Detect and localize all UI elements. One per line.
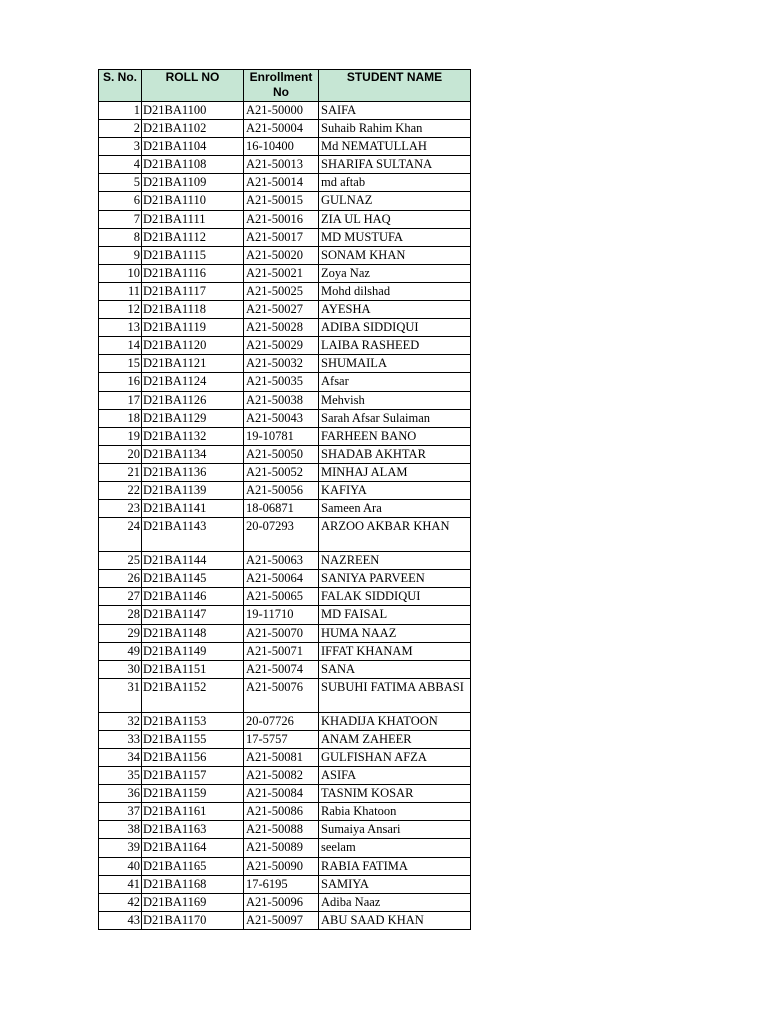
header-sno: S. No. — [99, 70, 142, 102]
cell-roll-no: D21BA1164 — [142, 839, 244, 857]
cell-roll-no: D21BA1147 — [142, 606, 244, 624]
cell-student-name: Sumaiya Ansari — [319, 821, 471, 839]
cell-sno: 16 — [99, 373, 142, 391]
cell-sno: 4 — [99, 156, 142, 174]
table-row — [99, 642, 471, 660]
cell-student-name: LAIBA RASHEED — [319, 337, 471, 355]
cell-student-name: seelam — [319, 839, 471, 857]
cell-student-name: SAIFA — [319, 102, 471, 120]
cell-sno: 40 — [99, 857, 142, 875]
cell-student-name: ADIBA SIDDIQUI — [319, 319, 471, 337]
header-enrollment-no: Enrollment No — [244, 70, 319, 102]
cell-sno: 13 — [99, 319, 142, 337]
cell-sno: 20 — [99, 445, 142, 463]
cell-sno: 27 — [99, 588, 142, 606]
cell-student-name: FALAK SIDDIQUI — [319, 588, 471, 606]
cell-sno: 11 — [99, 282, 142, 300]
table-row — [99, 192, 471, 210]
cell-sno: 39 — [99, 839, 142, 857]
cell-sno: 12 — [99, 301, 142, 319]
cell-enrollment-no: A21-50089 — [244, 839, 319, 857]
cell-enrollment-no: A21-50088 — [244, 821, 319, 839]
cell-student-name: SHARIFA SULTANA — [319, 156, 471, 174]
cell-roll-no: D21BA1156 — [142, 749, 244, 767]
cell-student-name: AYESHA — [319, 301, 471, 319]
table-row — [99, 785, 471, 803]
cell-student-name: ZIA UL HAQ — [319, 210, 471, 228]
cell-enrollment-no: A21-50071 — [244, 642, 319, 660]
cell-enrollment-no: 17-5757 — [244, 730, 319, 748]
cell-enrollment-no: 17-6195 — [244, 875, 319, 893]
cell-roll-no: D21BA1169 — [142, 893, 244, 911]
cell-sno: 33 — [99, 730, 142, 748]
cell-roll-no: D21BA1132 — [142, 427, 244, 445]
table-row — [99, 445, 471, 463]
table-row — [99, 174, 471, 192]
cell-roll-no: D21BA1134 — [142, 445, 244, 463]
cell-student-name: MD FAISAL — [319, 606, 471, 624]
cell-enrollment-no: A21-50065 — [244, 588, 319, 606]
cell-student-name: ARZOO AKBAR KHAN — [319, 518, 471, 552]
table-row — [99, 463, 471, 481]
cell-enrollment-no: A21-50081 — [244, 749, 319, 767]
cell-enrollment-no: A21-50038 — [244, 391, 319, 409]
cell-enrollment-no: A21-50084 — [244, 785, 319, 803]
cell-enrollment-no: A21-50090 — [244, 857, 319, 875]
table-row — [99, 570, 471, 588]
cell-sno: 5 — [99, 174, 142, 192]
cell-sno: 38 — [99, 821, 142, 839]
cell-sno: 22 — [99, 481, 142, 499]
cell-sno: 49 — [99, 642, 142, 660]
table-row — [99, 803, 471, 821]
cell-sno: 21 — [99, 463, 142, 481]
cell-enrollment-no: A21-50082 — [244, 767, 319, 785]
cell-roll-no: D21BA1146 — [142, 588, 244, 606]
cell-sno: 35 — [99, 767, 142, 785]
cell-enrollment-no: A21-50016 — [244, 210, 319, 228]
cell-sno: 25 — [99, 552, 142, 570]
cell-roll-no: D21BA1149 — [142, 642, 244, 660]
cell-roll-no: D21BA1126 — [142, 391, 244, 409]
table-row — [99, 409, 471, 427]
table-row — [99, 120, 471, 138]
cell-sno: 19 — [99, 427, 142, 445]
table-row — [99, 767, 471, 785]
table-row — [99, 391, 471, 409]
cell-sno: 15 — [99, 355, 142, 373]
cell-student-name: NAZREEN — [319, 552, 471, 570]
cell-roll-no: D21BA1145 — [142, 570, 244, 588]
cell-student-name: SANA — [319, 660, 471, 678]
cell-roll-no: D21BA1111 — [142, 210, 244, 228]
cell-roll-no: D21BA1151 — [142, 660, 244, 678]
cell-student-name: MD MUSTUFA — [319, 228, 471, 246]
cell-student-name: Rabia Khatoon — [319, 803, 471, 821]
cell-roll-no: D21BA1161 — [142, 803, 244, 821]
table-row — [99, 911, 471, 929]
cell-student-name: SHADAB AKHTAR — [319, 445, 471, 463]
table-row — [99, 481, 471, 499]
cell-sno: 28 — [99, 606, 142, 624]
cell-student-name: Mohd dilshad — [319, 282, 471, 300]
cell-student-name: Mehvish — [319, 391, 471, 409]
table-row — [99, 264, 471, 282]
cell-student-name: ASIFA — [319, 767, 471, 785]
cell-roll-no: D21BA1144 — [142, 552, 244, 570]
cell-sno: 29 — [99, 624, 142, 642]
cell-sno: 36 — [99, 785, 142, 803]
cell-enrollment-no: A21-50086 — [244, 803, 319, 821]
cell-roll-no: D21BA1165 — [142, 857, 244, 875]
table-row — [99, 427, 471, 445]
cell-sno: 10 — [99, 264, 142, 282]
cell-enrollment-no: A21-50000 — [244, 102, 319, 120]
table-row — [99, 355, 471, 373]
cell-enrollment-no: A21-50028 — [244, 319, 319, 337]
cell-roll-no: D21BA1163 — [142, 821, 244, 839]
cell-sno: 41 — [99, 875, 142, 893]
cell-enrollment-no: A21-50020 — [244, 246, 319, 264]
cell-roll-no: D21BA1120 — [142, 337, 244, 355]
table-row — [99, 730, 471, 748]
cell-roll-no: D21BA1102 — [142, 120, 244, 138]
cell-sno: 3 — [99, 138, 142, 156]
cell-enrollment-no: A21-50056 — [244, 481, 319, 499]
cell-enrollment-no: A21-50063 — [244, 552, 319, 570]
table-row — [99, 210, 471, 228]
cell-student-name: Afsar — [319, 373, 471, 391]
cell-sno: 37 — [99, 803, 142, 821]
table-row — [99, 821, 471, 839]
cell-roll-no: D21BA1143 — [142, 518, 244, 552]
cell-roll-no: D21BA1159 — [142, 785, 244, 803]
cell-enrollment-no: A21-50052 — [244, 463, 319, 481]
cell-sno: 43 — [99, 911, 142, 929]
cell-roll-no: D21BA1108 — [142, 156, 244, 174]
table-row — [99, 337, 471, 355]
cell-enrollment-no: A21-50013 — [244, 156, 319, 174]
table-row — [99, 138, 471, 156]
cell-student-name: GULNAZ — [319, 192, 471, 210]
cell-roll-no: D21BA1109 — [142, 174, 244, 192]
table-row — [99, 606, 471, 624]
cell-roll-no: D21BA1152 — [142, 678, 244, 712]
cell-student-name: Md NEMATULLAH — [319, 138, 471, 156]
cell-student-name: Sarah Afsar Sulaiman — [319, 409, 471, 427]
cell-student-name: ABU SAAD KHAN — [319, 911, 471, 929]
header-student-name: STUDENT NAME — [319, 70, 471, 102]
cell-roll-no: D21BA1115 — [142, 246, 244, 264]
cell-sno: 2 — [99, 120, 142, 138]
cell-roll-no: D21BA1121 — [142, 355, 244, 373]
table-row — [99, 301, 471, 319]
cell-student-name: SANIYA PARVEEN — [319, 570, 471, 588]
cell-student-name: SONAM KHAN — [319, 246, 471, 264]
cell-sno: 9 — [99, 246, 142, 264]
cell-enrollment-no: A21-50074 — [244, 660, 319, 678]
cell-sno: 34 — [99, 749, 142, 767]
cell-roll-no: D21BA1124 — [142, 373, 244, 391]
cell-roll-no: D21BA1112 — [142, 228, 244, 246]
cell-enrollment-no: A21-50076 — [244, 678, 319, 712]
cell-student-name: Zoya Naz — [319, 264, 471, 282]
cell-roll-no: D21BA1116 — [142, 264, 244, 282]
cell-roll-no: D21BA1118 — [142, 301, 244, 319]
cell-enrollment-no: A21-50043 — [244, 409, 319, 427]
cell-sno: 7 — [99, 210, 142, 228]
cell-enrollment-no: A21-50004 — [244, 120, 319, 138]
cell-enrollment-no: A21-50029 — [244, 337, 319, 355]
cell-roll-no: D21BA1119 — [142, 319, 244, 337]
cell-roll-no: D21BA1153 — [142, 712, 244, 730]
table-row — [99, 156, 471, 174]
table-row — [99, 749, 471, 767]
cell-sno: 1 — [99, 102, 142, 120]
cell-sno: 6 — [99, 192, 142, 210]
header-row — [99, 70, 471, 102]
cell-enrollment-no: 20-07293 — [244, 518, 319, 552]
cell-enrollment-no: 19-10781 — [244, 427, 319, 445]
cell-student-name: SAMIYA — [319, 875, 471, 893]
table-row — [99, 500, 471, 518]
cell-student-name: HUMA NAAZ — [319, 624, 471, 642]
cell-sno: 17 — [99, 391, 142, 409]
cell-student-name: KAFIYA — [319, 481, 471, 499]
cell-roll-no: D21BA1136 — [142, 463, 244, 481]
cell-enrollment-no: A21-50021 — [244, 264, 319, 282]
cell-student-name: TASNIM KOSAR — [319, 785, 471, 803]
table-row — [99, 282, 471, 300]
cell-enrollment-no: A21-50035 — [244, 373, 319, 391]
cell-sno: 30 — [99, 660, 142, 678]
table-row — [99, 678, 471, 712]
table-row — [99, 228, 471, 246]
cell-enrollment-no: 19-11710 — [244, 606, 319, 624]
table-row — [99, 857, 471, 875]
table-row — [99, 875, 471, 893]
cell-roll-no: D21BA1129 — [142, 409, 244, 427]
cell-roll-no: D21BA1141 — [142, 500, 244, 518]
table-row — [99, 246, 471, 264]
cell-enrollment-no: A21-50017 — [244, 228, 319, 246]
cell-enrollment-no: A21-50025 — [244, 282, 319, 300]
cell-enrollment-no: 20-07726 — [244, 712, 319, 730]
cell-student-name: MINHAJ ALAM — [319, 463, 471, 481]
table-row — [99, 373, 471, 391]
cell-student-name: md aftab — [319, 174, 471, 192]
cell-enrollment-no: A21-50097 — [244, 911, 319, 929]
cell-enrollment-no: A21-50064 — [244, 570, 319, 588]
table-row — [99, 588, 471, 606]
cell-sno: 32 — [99, 712, 142, 730]
cell-sno: 24 — [99, 518, 142, 552]
cell-roll-no: D21BA1139 — [142, 481, 244, 499]
cell-sno: 31 — [99, 678, 142, 712]
table-row — [99, 660, 471, 678]
header-roll-no: ROLL NO — [142, 70, 244, 102]
cell-sno: 42 — [99, 893, 142, 911]
student-table — [98, 69, 471, 930]
table-row — [99, 712, 471, 730]
table-row — [99, 518, 471, 552]
cell-student-name: FARHEEN BANO — [319, 427, 471, 445]
cell-roll-no: D21BA1155 — [142, 730, 244, 748]
cell-student-name: RABIA FATIMA — [319, 857, 471, 875]
cell-student-name: GULFISHAN AFZA — [319, 749, 471, 767]
cell-sno: 18 — [99, 409, 142, 427]
cell-enrollment-no: A21-50050 — [244, 445, 319, 463]
cell-roll-no: D21BA1117 — [142, 282, 244, 300]
cell-student-name: ANAM ZAHEER — [319, 730, 471, 748]
table-row — [99, 893, 471, 911]
table-row — [99, 624, 471, 642]
table-row — [99, 839, 471, 857]
cell-student-name: Adiba Naaz — [319, 893, 471, 911]
cell-student-name: Suhaib Rahim Khan — [319, 120, 471, 138]
cell-enrollment-no: A21-50096 — [244, 893, 319, 911]
table-row — [99, 102, 471, 120]
cell-enrollment-no: A21-50014 — [244, 174, 319, 192]
cell-roll-no: D21BA1104 — [142, 138, 244, 156]
cell-enrollment-no: 16-10400 — [244, 138, 319, 156]
cell-student-name: KHADIJA KHATOON — [319, 712, 471, 730]
cell-enrollment-no: A21-50027 — [244, 301, 319, 319]
cell-student-name: Sameen Ara — [319, 500, 471, 518]
cell-roll-no: D21BA1110 — [142, 192, 244, 210]
cell-roll-no: D21BA1170 — [142, 911, 244, 929]
cell-student-name: SHUMAILA — [319, 355, 471, 373]
cell-enrollment-no: A21-50032 — [244, 355, 319, 373]
cell-roll-no: D21BA1168 — [142, 875, 244, 893]
cell-enrollment-no: A21-50015 — [244, 192, 319, 210]
table-row — [99, 319, 471, 337]
cell-enrollment-no: 18-06871 — [244, 500, 319, 518]
cell-student-name: SUBUHI FATIMA ABBASI — [319, 678, 471, 712]
cell-sno: 14 — [99, 337, 142, 355]
cell-sno: 26 — [99, 570, 142, 588]
cell-roll-no: D21BA1148 — [142, 624, 244, 642]
table-row — [99, 552, 471, 570]
cell-enrollment-no: A21-50070 — [244, 624, 319, 642]
cell-roll-no: D21BA1157 — [142, 767, 244, 785]
cell-sno: 23 — [99, 500, 142, 518]
cell-roll-no: D21BA1100 — [142, 102, 244, 120]
cell-sno: 8 — [99, 228, 142, 246]
cell-student-name: IFFAT KHANAM — [319, 642, 471, 660]
